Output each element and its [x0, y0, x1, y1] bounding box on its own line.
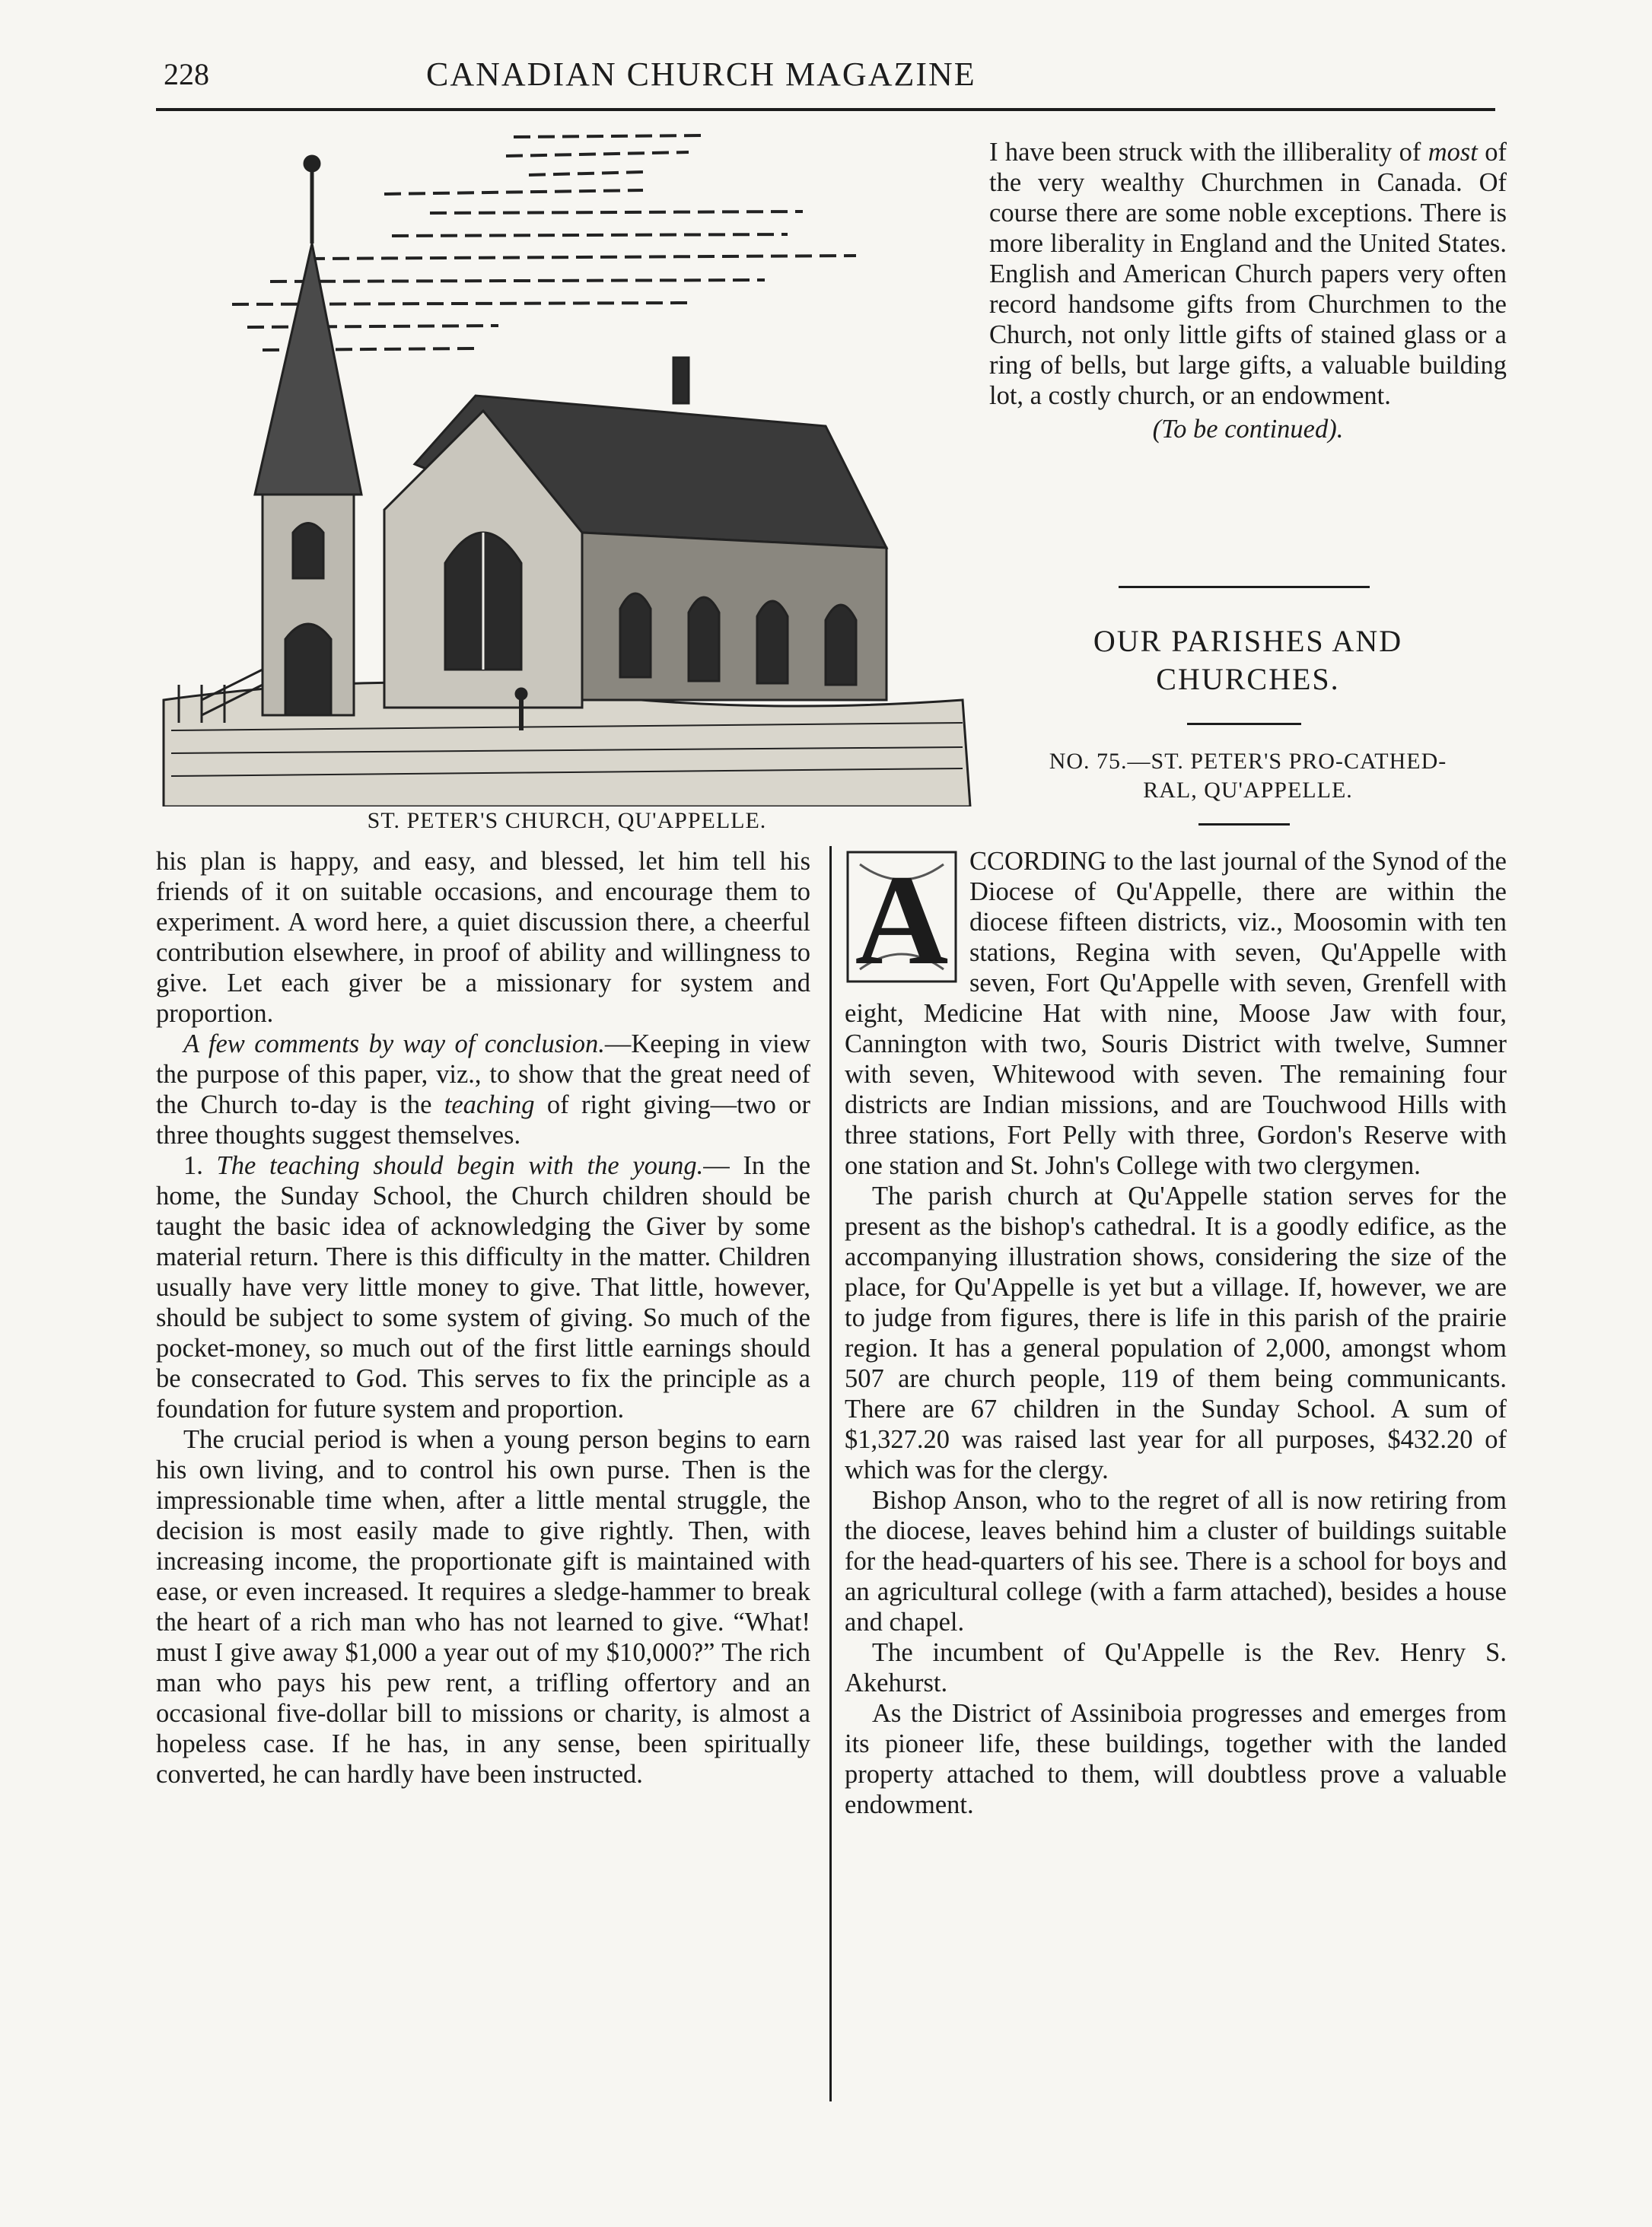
- page-number: 228: [164, 57, 209, 91]
- paragraph: The incumbent of Qu'Appelle is the Rev. Henry S. Akehurst.: [845, 1638, 1507, 1697]
- illustration-caption: ST. PETER'S CHURCH, QU'APPELLE.: [367, 808, 767, 833]
- drop-cap-ornament: [845, 849, 959, 985]
- paragraph: CCORDING to the last journal of the Synod of the Diocese of Qu'Appelle, there are within the diocese fifteen districts, viz., Moosomin with ten stations, Regina with seven, Qu'Appelle with seven, Fort Qu'Appelle with seven, Grenfell with eight, Medicine Hat with nine, Moose Jaw with four, Cannington with two, Souris District with twelve, Sumner with seven, Whitewood with seven. The remaining four districts are Indian missions, and are Touchwood Hills with three stations, Fort Pelly with three, Gordon's Reserve with one station and St. John's College with two clergymen.: [845, 847, 1507, 1180]
- to-be-continued: (To be continued).: [1152, 415, 1344, 444]
- paragraph: The parish church at Qu'Appelle station serves for the present as the bishop's cathedral. It is a goodly edifice, as the accompanying illustration shows, considering the size of the place, for Qu'Appelle is yet but a village. If, however, we are to judge from figures, there is life in this parish of the prairie region. It has a general population of 2,000, amongst whom 507 are church people, 119 of them being communicants. There are 67 children in the Sunday School. A sum of $1,327.20 was raised last year for all purposes, $432.20 of which was for the clergy.: [845, 1182, 1507, 1484]
- paragraph: The crucial period is when a young person begins to earn his own living, and to control his own purse. Then is the impressionable time when, after a little mental struggle, the decision is most easily made to give rightly. Then, with increasing income, the proportionate gift is maintained with ease, or even increased. It requires a sledge-hammer to break the heart of a rich man who has not learned to give. “What! must I give away $1,000 a year out of my $10,000?” The rich man who pays his pew rent, a trifling offertory and an occasional five-dollar bill to missions or charity, is almost a hopeless case. If he has, in any sense, been spiritually converted, he can hardly have been instructed.: [156, 1425, 810, 1789]
- header-rule: [156, 108, 1495, 111]
- paragraph: Bishop Anson, who to the regret of all is now retiring from the diocese, leaves behind him a cluster of buildings suitable for the head-quarters of his see. There is a school for boys and an agricultural college (with a farm attached), besides a house and chapel.: [845, 1486, 1507, 1637]
- article-subtitle: NO. 75.—ST. PETER'S PRO-CATHED- RAL, QU'APPELLE.: [1049, 749, 1447, 803]
- subtitle-rule: [1198, 823, 1290, 826]
- magazine-title: CANADIAN CHURCH MAGAZINE: [426, 56, 976, 93]
- paragraph: As the District of Assiniboia progresses and emerges from its pioneer life, these buildings, together with the landed property attached to them, will doubtless prove a valuable endowment.: [845, 1699, 1507, 1819]
- section-rule: [1119, 586, 1370, 588]
- paragraph: his plan is happy, and easy, and blessed, let him tell his friends of it on suitable occasions, and encourage them to experiment. A word here, a quiet discussion there, a cheerful contribution elsewhere, in proof of ability and willingness to give. Let each giver be a missionary for system and proportion.: [156, 847, 810, 1028]
- drop-cap-letter: A: [855, 849, 949, 985]
- section-title: OUR PARISHES AND CHURCHES.: [1093, 624, 1403, 696]
- church-illustration: [156, 122, 978, 806]
- column-divider: [829, 846, 832, 2101]
- left-column: [156, 846, 810, 1790]
- paragraph: I have been struck with the illiberality of most of the very wealthy Churchmen in Canada. Of course there are some noble exceptions. There is more liberality in England and the United States. English and American Church papers very often record handsome gifts from Churchmen to the Church, not only little gifts of stained glass or a ring of bells, but large gifts, a valuable building lot, a costly church, or an endowment.: [989, 138, 1507, 410]
- right-column: [845, 846, 1507, 1820]
- previous-article-end: [989, 137, 1507, 444]
- paragraph: 1. The teaching should begin with the young.— In the home, the Sunday School, the Church children should be taught the basic idea of acknowledging the Giver by some material return. There is this difficulty in the matter. Children usually have very little money to give. That little, however, should be subject to some system of giving. So much of the pocket-money, so much out of the first little earnings should be consecrated to God. This serves to fix the principle as a foundation for future system and proportion.: [156, 1151, 811, 1424]
- paragraph: A few comments by way of conclusion.—Keeping in view the purpose of this paper, viz., to show that the great need of the Church to-day is the teaching of right giving—two or three thoughts suggest themselves.: [156, 1029, 810, 1150]
- title-rule: [1187, 723, 1301, 725]
